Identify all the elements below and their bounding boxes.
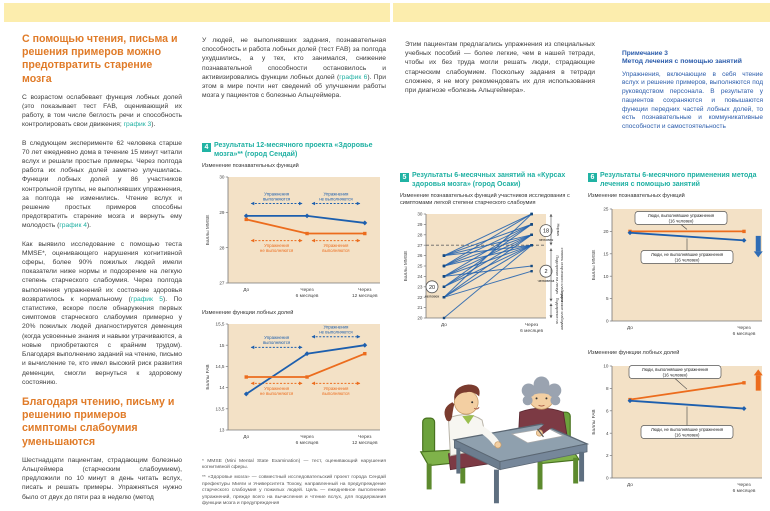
svg-text:До: До (441, 322, 447, 328)
svg-text:22: 22 (417, 294, 423, 300)
svg-text:14,5: 14,5 (215, 363, 225, 369)
paragraph: Этим пациентам предлагались упражнения из специальных учебных пособий — более легкие, чем в нашей тетради, чтобы их без труда могли решать люди, страдающие старческим слабоумием. Поскольку задания в тетради сложнее, я не могу рекомендовать их для использования при диагнозе «болезнь Альцгеймера». (405, 41, 595, 95)
svg-text:(16 человек): (16 человек) (662, 372, 688, 378)
figure-5-badge: 5 (400, 173, 409, 182)
svg-text:27: 27 (417, 242, 423, 248)
svg-text:6 месяцев: 6 месяцев (295, 440, 319, 446)
svg-text:Через: Через (300, 287, 314, 293)
chart-fab-12-month (202, 318, 386, 454)
svg-text:Баллы MMSE: Баллы MMSE (404, 250, 409, 281)
chart-4b-subtitle: Изменение функции лобных долей (202, 309, 294, 316)
svg-text:Баллы MMSE: Баллы MMSE (206, 214, 211, 245)
chart-4a-subtitle: Изменение познавательных функций (202, 162, 299, 169)
svg-text:Через: Через (300, 434, 314, 440)
note-3 (622, 50, 763, 132)
svg-text:15,5: 15,5 (215, 321, 225, 327)
figure-5-block (400, 172, 586, 342)
footnote-brain-health: ** «Здоровье мозга» — совместный исследовательский проект города Сендай префектуры Мияги и Университета Тохоку, направленный на предупреждение старческого слабоумия у пожилых людей. Цель — ежедневное выполнение упражнений, прежде всего на вычисления и чтение вслух, для поддержания функции мозга и предупреждения (202, 475, 386, 507)
svg-text:не выполняются: не выполняются (259, 247, 294, 253)
svg-text:25: 25 (417, 263, 423, 269)
svg-text:5: 5 (605, 295, 609, 301)
section-heading-symptoms: Благодаря чтению, письму и решению примеров симптомы слабоумия уменьшаются (22, 395, 175, 448)
svg-text:(16 человек): (16 человек) (668, 218, 694, 224)
figure-4-badge: 4 (202, 143, 211, 152)
figure-ref-link: график 3 (123, 121, 152, 129)
svg-text:Баллы FAB: Баллы FAB (206, 363, 211, 390)
illustration-learning-session (393, 356, 591, 508)
svg-text:Упражнения: Упражнения (323, 190, 349, 196)
svg-text:18: 18 (542, 228, 550, 235)
svg-text:28: 28 (417, 231, 423, 237)
svg-text:10: 10 (603, 273, 609, 279)
svg-text:не выполняются: не выполняются (319, 329, 353, 335)
svg-text:26: 26 (417, 252, 423, 258)
svg-text:не выполняются: не выполняются (319, 195, 353, 201)
svg-text:2: 2 (605, 452, 609, 458)
svg-text:выполняются: выполняются (322, 390, 350, 396)
svg-text:20: 20 (428, 284, 436, 291)
svg-text:4: 4 (605, 430, 609, 436)
svg-text:(16 человек): (16 человек) (674, 257, 700, 263)
figure-5-title: Результаты 6-месячных занятий на «Курсах здоровья мозга» (город Осаки) (412, 172, 566, 188)
svg-text:человек: человек (538, 236, 554, 242)
note-3-body: Упражнения, включающие в себя чтение вслух и решение примеров, выполняются под руководством персонала. В результате у пациентов сохраняются и повышаются функции передних частей лобных долей, то есть познавательные и коммуникативные способности и самостоятельность (622, 70, 763, 131)
svg-text:6 месяцев: 6 месяцев (520, 328, 544, 334)
chart-fab-treatment (588, 358, 770, 504)
svg-text:Через: Через (358, 434, 372, 440)
svg-text:0: 0 (605, 318, 609, 324)
svg-text:6: 6 (605, 407, 609, 413)
note-3-title: Метод лечения с помощью занятий (622, 58, 742, 65)
chart-6b-subtitle: Изменение функции лобных долей (588, 349, 680, 356)
header-band (393, 3, 770, 22)
left-column-2 (202, 36, 386, 109)
header-band (4, 3, 390, 22)
svg-text:12 месяцев: 12 месяцев (352, 440, 378, 446)
svg-text:27: 27 (219, 280, 225, 286)
svg-text:12 месяцев: 12 месяцев (352, 293, 378, 299)
svg-text:6 месяцев: 6 месяцев (732, 488, 756, 494)
footnotes (202, 459, 386, 508)
svg-text:Подозрение на: Подозрение на (555, 297, 559, 324)
figure-6-block (588, 172, 770, 504)
svg-text:Баллы FAB: Баллы FAB (592, 408, 597, 435)
section-heading-prevention: С помощью чтения, письма и решения примеров можно предотвратить старение мозга (22, 33, 178, 85)
figure-4-title: Результаты 12-месячного проекта «Здоровье мозга»** (город Сендай) (214, 142, 373, 158)
svg-text:выполняются: выполняются (262, 195, 291, 201)
svg-text:Через: Через (358, 287, 372, 293)
paragraph: У людей, не выполнявших задания, познавательная способность и работа лобных долей (тест FAB) за полгода ухудшились, а у тех, кто занимался, снижение познавательной способности остановилось и активизировались функции лобных долей (график 6). При этом в мире почти нет сведений об улучшении работы мозга у пациентов с болезнью Альцгеймера. (202, 37, 386, 100)
svg-text:До: До (627, 325, 633, 331)
svg-text:13: 13 (219, 427, 225, 433)
svg-text:выполняются: выполняются (262, 339, 291, 345)
svg-text:Люди, выполнявшие упражнения: Люди, выполнявшие упражнения (647, 212, 715, 218)
figure-ref-link: график 5 (130, 295, 163, 303)
figure-6-title: Результаты 6-месячного применения метода лечения с помощью занятий (600, 172, 757, 188)
svg-text:30: 30 (219, 174, 225, 180)
svg-text:10: 10 (603, 363, 609, 369)
figure-ref-link: график 4 (59, 222, 87, 230)
svg-text:Норма: Норма (556, 223, 561, 236)
figure-ref-link: график 6 (339, 73, 368, 81)
svg-text:29: 29 (417, 221, 423, 227)
svg-text:Упражнения: Упражнения (264, 334, 290, 340)
paragraph: С возрастом ослабевает функция лобных долей (это показывает тест FAB, оценивающий их работу, в том числе беглость речи и способность контролировать свои движения; график 3). (22, 93, 182, 129)
chart-5-subtitle: Изменение познавательных функций участников исследования с симптомами легкой степени старческого слабоумия (400, 192, 570, 206)
figure-4-header (202, 142, 386, 160)
paragraph: В следующем эксперименте 62 человека старше 70 лет ежедневно дома в течение 15 минут читали вслух и решали простые примеры. Через полгода работа их лобных долей заметно улучшилась. Функции лобных долей у 86 участников контрольной группы, не выполнявших упражнения, за полгода не изменились. Чтение вслух и решение простых примеров способны предотвратить старение мозга и вернуть ему молодость (график 4). (22, 139, 182, 230)
svg-text:человек: человек (424, 292, 440, 298)
svg-text:25: 25 (603, 206, 609, 212)
left-column-1 (22, 33, 182, 511)
svg-text:6 месяцев: 6 месяцев (295, 293, 319, 299)
paragraph: Шестнадцати пациентам, страдающим болезнью Альцгеймера (старческим слабоумием), предложили по 10 минут в день читать вслух, писать и решать примеры. Упражняться нужно было от двух до пяти раз в неделю (метод (22, 456, 182, 501)
svg-text:28: 28 (219, 244, 225, 250)
svg-text:29: 29 (219, 209, 225, 215)
svg-text:24: 24 (417, 273, 423, 279)
figure-6-badge: 6 (588, 173, 597, 182)
svg-text:Через: Через (737, 325, 751, 331)
svg-text:15: 15 (219, 342, 225, 348)
svg-text:не выполняются: не выполняются (259, 390, 294, 396)
svg-text:Баллы MMSE: Баллы MMSE (592, 249, 597, 280)
figure-6-header (588, 172, 770, 190)
svg-text:20: 20 (417, 315, 423, 321)
svg-text:8: 8 (605, 385, 609, 391)
figure-4-block (202, 142, 386, 511)
svg-text:Упражнения: Упражнения (264, 190, 290, 196)
svg-text:Через: Через (524, 322, 539, 328)
svg-text:30: 30 (417, 211, 423, 217)
svg-text:выполняются: выполняются (322, 247, 350, 253)
svg-text:15: 15 (603, 250, 609, 256)
chart-mmse-12-month (202, 171, 386, 307)
svg-text:человека: человека (537, 277, 555, 283)
svg-text:Люди, не выполнявшие упражнени: Люди, не выполнявшие упражнения (650, 251, 724, 257)
chart-mmse-slope (400, 208, 586, 342)
svg-text:0: 0 (605, 475, 609, 481)
svg-text:23: 23 (417, 283, 423, 289)
svg-text:Упражнения: Упражнения (323, 324, 349, 330)
svg-text:Упражнения: Упражнения (264, 385, 290, 391)
svg-text:До: До (627, 482, 633, 488)
page-right (393, 0, 770, 511)
svg-text:14: 14 (219, 384, 225, 390)
right-column-1 (405, 40, 595, 104)
svg-text:Упражнения: Упражнения (323, 242, 349, 248)
svg-text:20: 20 (603, 228, 609, 234)
svg-text:степень старческого слабоумия: степень старческого слабоумия (560, 247, 564, 302)
svg-text:(16 человек): (16 человек) (674, 432, 700, 438)
svg-text:Люди, не выполнявшие упражнени: Люди, не выполнявшие упражнения (650, 426, 724, 432)
paragraph: Как выявило исследование с помощью теста MMSE*, оценивающего нарушения когнитивной сферы, более 90% пожилых людей имели показатели ниже нормы и подозрение на легкую степень старческого слабоумия. Через полгода выполнения упражнений их состояние здоровья возвратилось к нормальному (график 5). По статистике, вскоре после обнаружения первых симптомов старческого слабоумия примерно у 20% пожилых людей диагностируется деменция (когда усвоенные знания и навыки утрачиваются, а новые приобретаются с крайним трудом). Благодаря выполнению заданий на чтение, письмо и вычисление те, кто имел высокий риск развития деменции, смогли вернуться к здоровому состоянию. (22, 240, 182, 386)
svg-text:Через: Через (737, 482, 751, 488)
chart-mmse-treatment (588, 201, 770, 347)
svg-text:13,5: 13,5 (215, 405, 225, 411)
page-left (4, 0, 390, 511)
svg-text:До: До (243, 287, 250, 293)
svg-text:старческое слабоумие: старческое слабоумие (560, 290, 564, 330)
svg-text:До: До (243, 434, 250, 440)
footnote-mmse: * MMSE (Mini Mental State Examination) — тест, оценивающий нарушения когнитивной сферы. (202, 458, 386, 470)
svg-text:Люди, выполнявшие упражнения: Люди, выполнявшие упражнения (641, 366, 709, 372)
svg-text:21: 21 (417, 304, 423, 310)
svg-text:Упражнения: Упражнения (264, 242, 290, 248)
chart-6a-subtitle: Изменение познавательных функций (588, 192, 685, 199)
note-3-label: Примечание 3 (622, 50, 668, 57)
svg-text:Упражнения: Упражнения (323, 385, 349, 391)
figure-5-header (400, 172, 586, 190)
svg-text:6 месяцев: 6 месяцев (732, 331, 756, 337)
svg-text:2: 2 (544, 268, 548, 275)
svg-text:Подозрение на легкую: Подозрение на легкую (555, 255, 559, 294)
